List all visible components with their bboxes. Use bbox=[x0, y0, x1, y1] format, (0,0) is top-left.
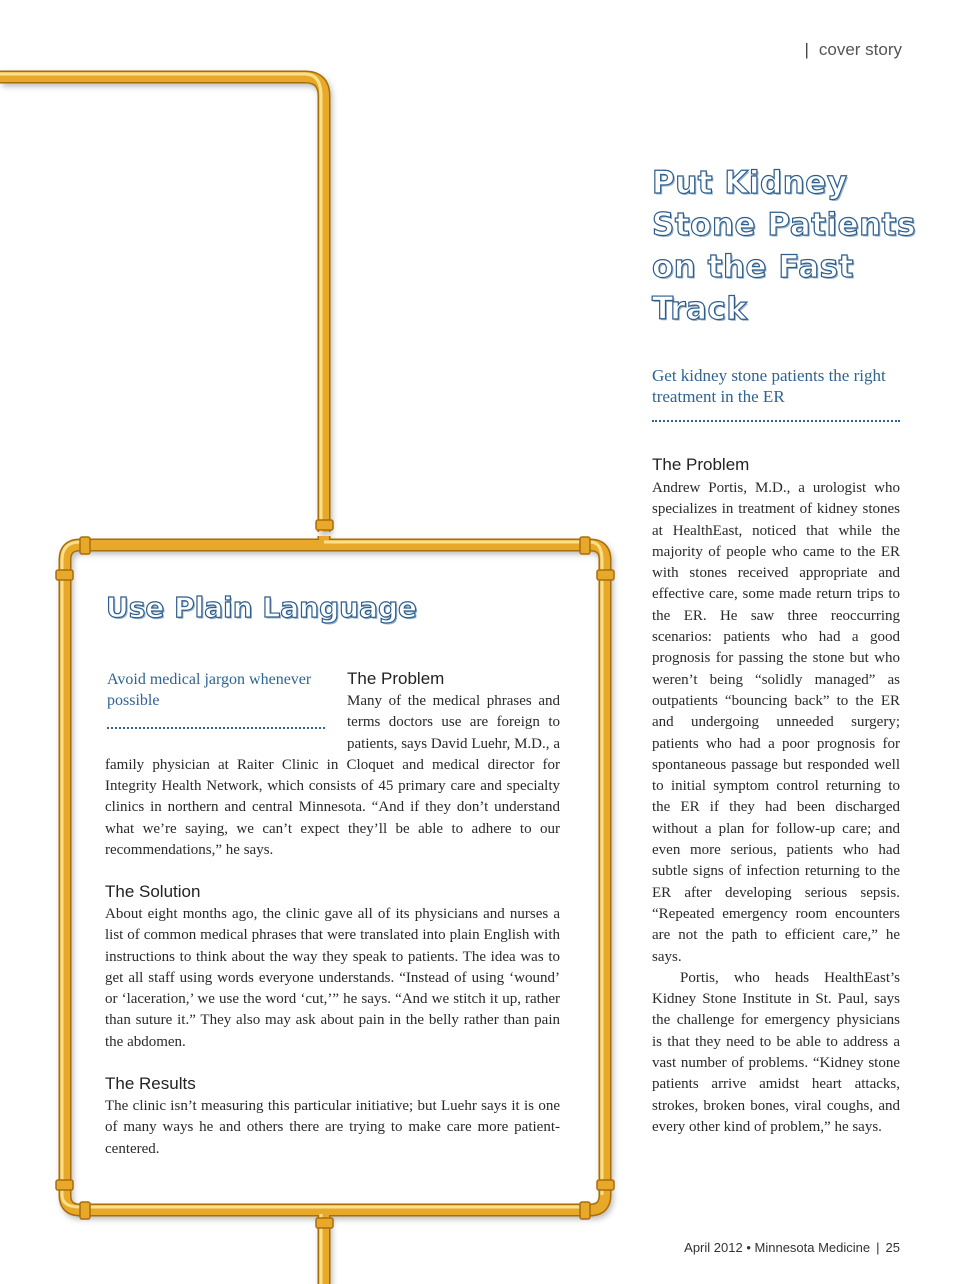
sidebar-title: Use Plain Language bbox=[106, 591, 418, 624]
dotted-divider bbox=[652, 420, 900, 422]
footer-separator: | bbox=[876, 1240, 880, 1255]
sidebar-section-solution bbox=[105, 881, 560, 1053]
article-deck: Get kidney stone patients the right treatment in the ER bbox=[652, 366, 886, 406]
article-paragraph: Portis, who heads HealthEast’s Kidney Stone Institute in St. Paul, says the challenge for emergency physicians is that they need to be able to address a vast number of problems. “Kidney stone patients arrive amidst heart attacks, strokes, broken bones, viral coughs, and every other kind of problem,” he says. bbox=[652, 969, 900, 1135]
section-divider: | bbox=[804, 40, 809, 59]
sidebar-section-results bbox=[105, 1073, 560, 1160]
page-footer bbox=[684, 1240, 900, 1255]
page-number: 25 bbox=[885, 1240, 900, 1255]
section-tag bbox=[804, 40, 902, 60]
sidebar-heading: The Problem bbox=[347, 669, 445, 688]
sidebar-paragraph: The clinic isn’t measuring this particular initiative; but Luehr says it is one of many ways he and others there are trying to make care more patient-centered. bbox=[105, 1098, 560, 1157]
sidebar-deck: Avoid medical jargon whenever possible bbox=[107, 671, 312, 709]
sidebar-paragraph: Many of the medical phrases and terms doctors use are foreign to patients, says David Luehr, M.D., a family physician at Raiter Clinic in Cloquet and medical director for Integrity Health Network, which consists of 45 primary care and specialty clinics in northern and central Minnesota. “And if they don’t understand what we’re saying, we can’t expect they’ll be able to adhere to our recommendations,” he says. bbox=[105, 693, 560, 859]
title-line: Track bbox=[652, 291, 748, 327]
footer-date: April 2012 bbox=[684, 1240, 743, 1255]
article-title bbox=[652, 162, 922, 330]
title-line: on the Fast bbox=[652, 249, 854, 285]
footer-bullet: • bbox=[746, 1240, 751, 1255]
sidebar-paragraph: About eight months ago, the clinic gave all of its physicians and nurses a list of common medical phrases that were translated into plain English with instructions to think about the way they speak to patients. The idea was to get all staff using words everyone understands. “Instead of using ‘wound’ or ‘laceration,’ we use the word ‘cut,’” he says. “And we stitch it up, rather than suture it.” They also may ask about pain in the belly rather than pain the abdomen. bbox=[105, 906, 560, 1050]
sidebar-heading: The Results bbox=[105, 1074, 196, 1093]
title-line: Stone Patients bbox=[652, 207, 916, 243]
sidebar-section-problem bbox=[105, 668, 560, 861]
footer-publication: Minnesota Medicine bbox=[754, 1240, 871, 1255]
article-heading: The Problem bbox=[652, 455, 750, 474]
article-paragraph: Andrew Portis, M.D., a urologist who specializes in treatment of kidney stones at HealthEast, noticed that while the majority of people who came to the ER with stones received appropriate and effective care, some made return trips to the ER. He saw three reoccurring scenarios: patients who had a good prognosis for passing the stone but who weren’t being “solidly managed” as outpatients “bouncing back” to the ER and undergoing unneeded surgery; patients who had a poor prognosis for spontaneous passage but responded well to initial symptom control returning to the ER if they had been discharged without a plan for follow-up care; and even more serious, patients who had subtle signs of infection returning to the ER after developing serious sepsis. “Repeated emergency room encounters are not the path to efficient care,” he says. bbox=[652, 480, 900, 965]
sidebar-heading: The Solution bbox=[105, 882, 201, 901]
section-label: cover story bbox=[818, 40, 902, 59]
title-line: Put Kidney bbox=[652, 165, 848, 201]
article-body bbox=[652, 478, 900, 1138]
